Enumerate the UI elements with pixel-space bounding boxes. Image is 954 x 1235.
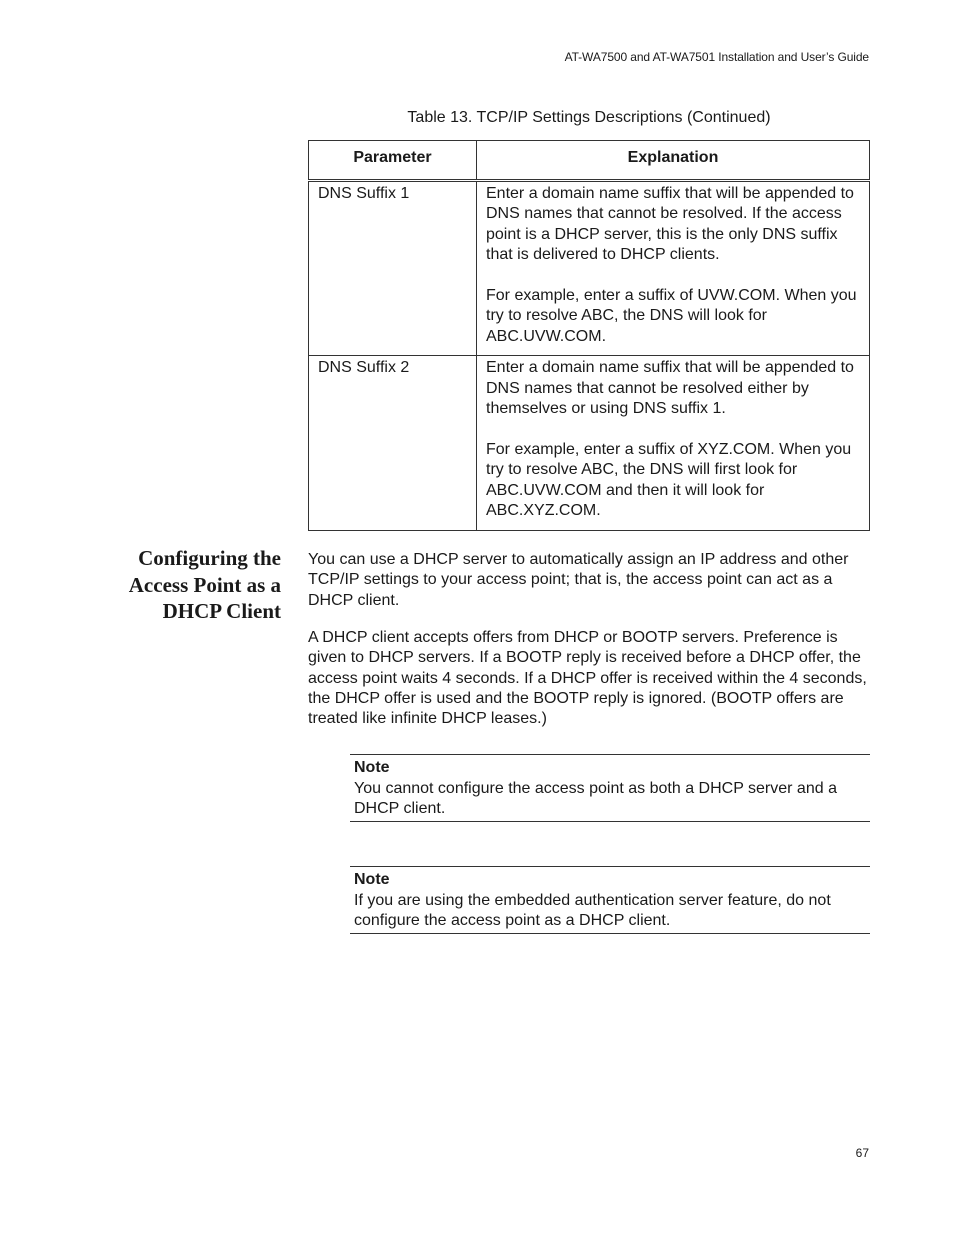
note-box — [350, 754, 870, 822]
body-paragraph: You can use a DHCP server to automatically assign an IP address and other TCP/IP settings to your access point; that is, the access point can act as a DHCP client. — [308, 551, 849, 609]
parameter-cell: DNS Suffix 2 — [309, 356, 477, 531]
body-paragraph: A DHCP client accepts offers from DHCP or BOOTP servers. Preference is given to DHCP servers. If a BOOTP reply is received before a DHCP offer, the access point waits 4 seconds. If a DHCP offer is received within the 4 seconds, the DHCP offer is used and the BOOTP reply is ignored. (BOOTP offers are treated like infinite DHCP leases.) — [308, 629, 867, 728]
explanation-cell — [477, 180, 870, 356]
table-caption: Table 13. TCP/IP Settings Descriptions (Continued) — [407, 109, 771, 126]
note-text: You cannot configure the access point as both a DHCP server and a DHCP client. — [354, 779, 837, 817]
column-header-explanation: Explanation — [477, 141, 870, 181]
running-header: AT-WA7500 and AT-WA7501 Installation and User’s Guide — [564, 50, 869, 64]
explanation-cell — [477, 356, 870, 531]
settings-table — [308, 140, 870, 531]
note-title: Note — [354, 759, 390, 776]
table-row — [309, 356, 870, 531]
explanation-paragraph: For example, enter a suffix of UVW.COM. When you try to resolve ABC, the DNS will look for ABC.UVW.COM. — [486, 286, 857, 345]
note-box — [350, 866, 870, 934]
section-heading — [100, 545, 281, 625]
page-number: 67 — [855, 1146, 869, 1160]
parameter-cell: DNS Suffix 1 — [309, 180, 477, 356]
explanation-paragraph: For example, enter a suffix of XYZ.COM. When you try to resolve ABC, the DNS will first look for ABC.UVW.COM and then it will look for ABC.XYZ.COM. — [486, 440, 852, 519]
note-text: If you are using the embedded authentication server feature, do not configure the access point as a DHCP client. — [354, 891, 831, 929]
section-heading-line: DHCP Client — [162, 599, 281, 623]
note-title: Note — [354, 871, 390, 888]
explanation-paragraph: Enter a domain name suffix that will be appended to DNS names that cannot be resolved. If the access point is a DHCP server, this is the only DNS suffix that is delivered to DHCP clients. — [486, 184, 854, 263]
explanation-paragraph: Enter a domain name suffix that will be appended to DNS names that cannot be resolved either by themselves or using DNS suffix 1. — [486, 359, 854, 417]
section-heading-line: Configuring the — [138, 546, 281, 570]
table-header-row — [309, 141, 870, 181]
column-header-parameter: Parameter — [309, 141, 477, 181]
section-heading-line: Access Point as a — [128, 572, 281, 597]
table-row — [309, 180, 870, 356]
